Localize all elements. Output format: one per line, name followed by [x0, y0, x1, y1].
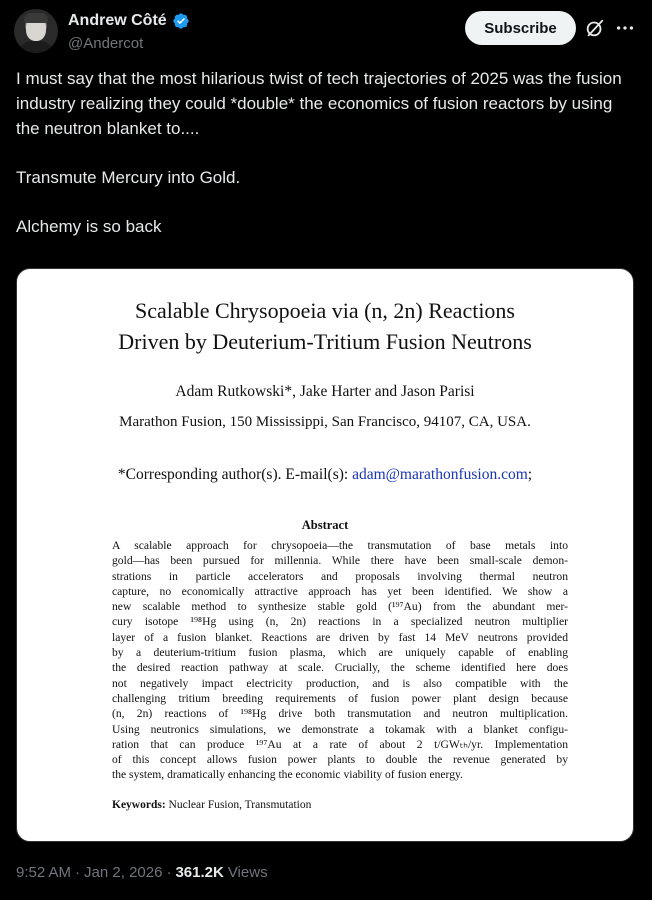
grok-icon[interactable] [584, 17, 606, 39]
abstract-body [112, 538, 568, 783]
avatar-shirt [18, 41, 54, 53]
abstract-line: new scalable method to synthesize stable gold (¹⁹⁷Au) from the abundant mer- [112, 600, 568, 614]
abstract-line: challenging tritium breeding requirements of fusion power plant design because [112, 691, 568, 705]
abstract-line: the desired reaction pathway at scale. Crucially, the scheme identified here does [112, 661, 568, 675]
abstract-line: of this concept allows fusion power plants to double the revenue generated by [112, 753, 568, 767]
tweet-paragraph: Alchemy is so back [16, 217, 162, 236]
keywords-label: Keywords: [112, 799, 166, 811]
abstract-line: A scalable approach for chrysopoeia—the transmutation of base metals into [112, 539, 568, 552]
paper-title-line: Driven by Deuterium-Tritium Fusion Neutrons [118, 329, 532, 354]
abstract-line: Using neutronics simulations, we demonstrate a tokamak with a blanket configu- [112, 722, 568, 736]
tweet-date[interactable]: Jan 2, 2026 [84, 864, 163, 881]
footer-separator: · [75, 864, 81, 881]
footer-separator: · [166, 864, 172, 881]
author-name[interactable]: Andrew Côté [68, 12, 167, 29]
paper-authors: Adam Rutkowski*, Jake Harter and Jason Parisi [175, 383, 475, 400]
tweet-header [0, 0, 652, 70]
author-handle[interactable]: @Andercot [68, 35, 144, 52]
paragraph-gap [16, 141, 638, 165]
corresponding-prefix: *Corresponding author(s). E-mail(s): [117, 466, 353, 483]
subscribe-button[interactable]: Subscribe [465, 11, 576, 45]
avatar[interactable] [14, 9, 58, 53]
tweet-paragraph: I must say that the most hilarious twist of tech trajectories of 2025 was the fusion industry realizing they could *double* the economics of fusion reactors by using the neutron blanket to.... [16, 69, 622, 138]
tweet-media-image[interactable] [16, 268, 634, 842]
abstract-line: strations in particle accelerators and proposals involving thermal neutron [112, 569, 568, 583]
abstract-line: gold—has been pursued for millennia. While there have been small-scale demon- [112, 554, 568, 568]
tweet-text [16, 66, 638, 239]
abstract-line: layer of a fusion blanket. Reactions are driven by fast 14 MeV neutrons provided [112, 630, 568, 644]
paper-title [17, 295, 633, 357]
keywords-value: Nuclear Fusion, Transmutation [168, 799, 312, 811]
more-icon[interactable] [614, 17, 636, 39]
avatar-hair [24, 13, 48, 23]
tweet-footer [16, 864, 268, 881]
paper-title-line: Scalable Chrysopoeia via (n, 2n) Reactions [134, 298, 515, 323]
abstract-line: cury isotope ¹⁹⁸Hg using (n, 2n) reactions in a specialized neutron multiplier [112, 615, 568, 629]
abstract-line: (n, 2n) reactions of ¹⁹⁸Hg drive both transmutation and neutron multiplication. [112, 707, 568, 721]
abstract-line: the system, dramatically enhancing the economic viability of fusion energy. [112, 768, 463, 782]
abstract-line: ration that can produce ¹⁹⁷Au at a rate of about 2 t/GWₜₕ/yr. Implementation [112, 737, 568, 751]
abstract-line: not negatively impact electricity production, and is also compatible with the [112, 676, 568, 690]
corresponding-suffix: ; [527, 466, 533, 483]
corresponding-email: adam@marathonfusion.com [352, 466, 528, 483]
abstract-heading: Abstract [301, 518, 349, 532]
views-count[interactable]: 361.2K [175, 864, 224, 881]
corresponding-author [17, 466, 633, 484]
paragraph-gap [16, 190, 638, 214]
author-name-row [68, 12, 190, 30]
abstract-line: by a deuterium-tritium fusion plasma, which are uniquely capable of enabling [112, 646, 568, 660]
paper-affiliation: Marathon Fusion, 150 Mississippi, San Francisco, 94107, CA, USA. [119, 414, 531, 430]
paper-keywords [112, 799, 311, 811]
tweet-paragraph: Transmute Mercury into Gold. [16, 168, 241, 187]
views-label: Views [227, 864, 268, 881]
verified-badge-icon [172, 12, 190, 30]
tweet-time[interactable]: 9:52 AM [16, 864, 72, 881]
abstract-line: capture, no economically attractive approach has yet been identified. We show a [112, 584, 568, 598]
